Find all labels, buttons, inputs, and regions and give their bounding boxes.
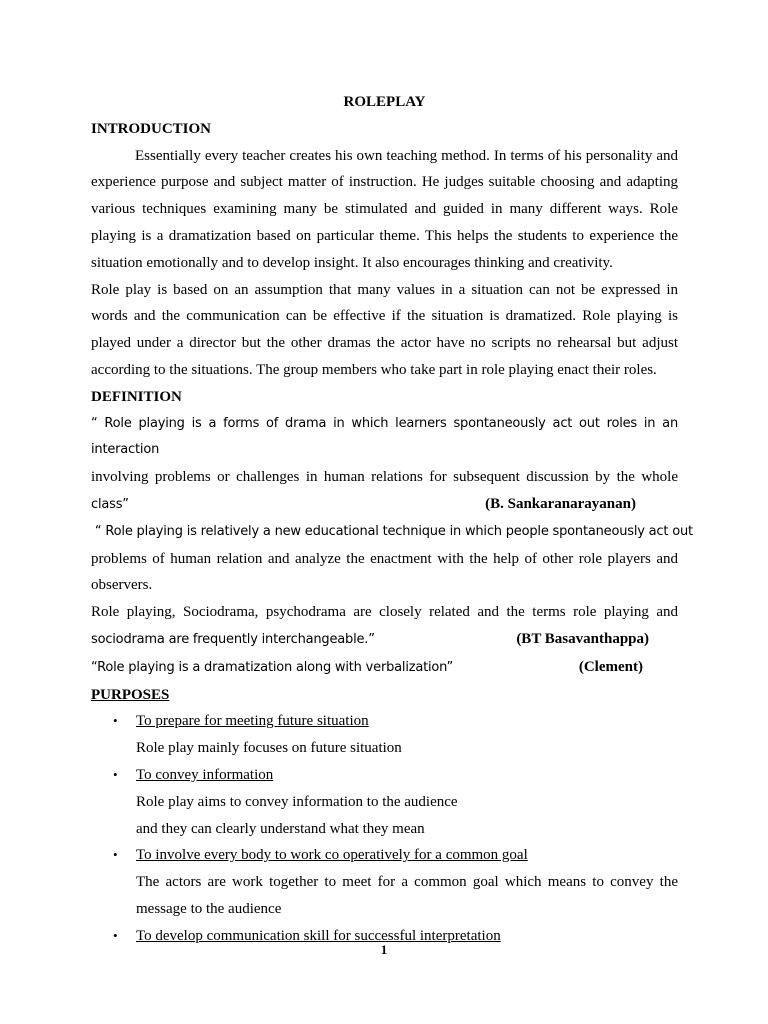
definition-quote-2-last-row	[91, 626, 678, 654]
definition-heading: DEFINITION	[91, 388, 182, 405]
definition-quote-1-line-2	[91, 464, 678, 491]
document-title: ROLEPLAY	[343, 94, 426, 110]
introduction-paragraph-1: Essentially every teacher creates his own teaching method. In terms of his personality and experience purpose and subject matter of instruction. He judges suitable choosing and adapting various techniques examining many be stimulated and guided in many different ways. Role playing is a dramatization based on particular theme. This helps the students to experience the situation emotionally and to develop insight. It also encourages thinking and creativity.	[91, 147, 678, 271]
page-content	[91, 89, 693, 950]
purpose-text: Role play mainly focuses on future situation	[136, 740, 402, 757]
definition-quote-1-end: class”	[91, 496, 129, 512]
purpose-text: Role play aims to convey information to the audience	[136, 793, 458, 810]
purpose-item	[91, 842, 678, 922]
bullet-icon: •	[113, 713, 118, 729]
citation-basavanthappa: (BT Basavanthappa)	[516, 630, 649, 647]
page-number: 1	[380, 942, 388, 957]
definition-quote-3-row	[91, 654, 678, 682]
citation-clement: (Clement)	[578, 658, 643, 675]
purpose-text: The actors are work together to meet for a common goal which means to convey the message to the audience	[136, 874, 678, 917]
purpose-item	[91, 762, 678, 842]
definition-quote-3: “Role playing is a dramatization along with verbalization”	[91, 659, 454, 675]
definition-quote-2-end: sociodrama are frequently interchangeable.”	[91, 631, 375, 647]
purpose-title: To convey information	[136, 766, 274, 783]
purpose-title: To develop communication skill for successful interpretation	[136, 927, 501, 944]
definition-quote-1-line-1: “ Role playing is a forms of drama in which learners spontaneously act out roles in an interaction	[91, 415, 678, 458]
bullet-icon: •	[113, 766, 118, 782]
bullet-icon: •	[113, 927, 118, 943]
definition-quote-2-line-3: Role playing, Sociodrama, psychodrama are closely related and the terms role playing and	[91, 604, 678, 621]
definition-quote-1-line-2-text: involving problems or challenges in human relations for subsequent discussion by the whole	[91, 469, 678, 486]
purpose-title: To involve every body to work co operatively for a common goal	[136, 847, 528, 864]
definition-quote-2-body: problems of human relation and analyze the enactment with the help of other role players and observers.	[91, 550, 678, 594]
purposes-list	[91, 708, 678, 949]
citation-sankaranarayanan: (B. Sankaranarayanan)	[485, 495, 636, 512]
bullet-icon: •	[113, 847, 118, 863]
introduction-heading: INTRODUCTION	[91, 120, 212, 137]
definition-quote-2-line-1: “ Role playing is relatively a new educational technique in which people spontaneously act out	[91, 523, 693, 539]
purpose-title: To prepare for meeting future situation	[136, 713, 369, 730]
introduction-paragraph-2: Role play is based on an assumption that many values in a situation can not be expressed in words and the communication can be effective if the situation is dramatized. Role playing is played under a director but the other dramas the actor have no scripts no rehearsal but adjust according to the situations. The group members who take part in role playing enact their roles.	[91, 281, 678, 378]
definition-quote-1-last-row	[91, 491, 678, 519]
purposes-heading: PURPOSES	[91, 686, 170, 703]
purpose-text: and they can clearly understand what they mean	[136, 820, 425, 837]
purpose-item	[91, 708, 678, 762]
